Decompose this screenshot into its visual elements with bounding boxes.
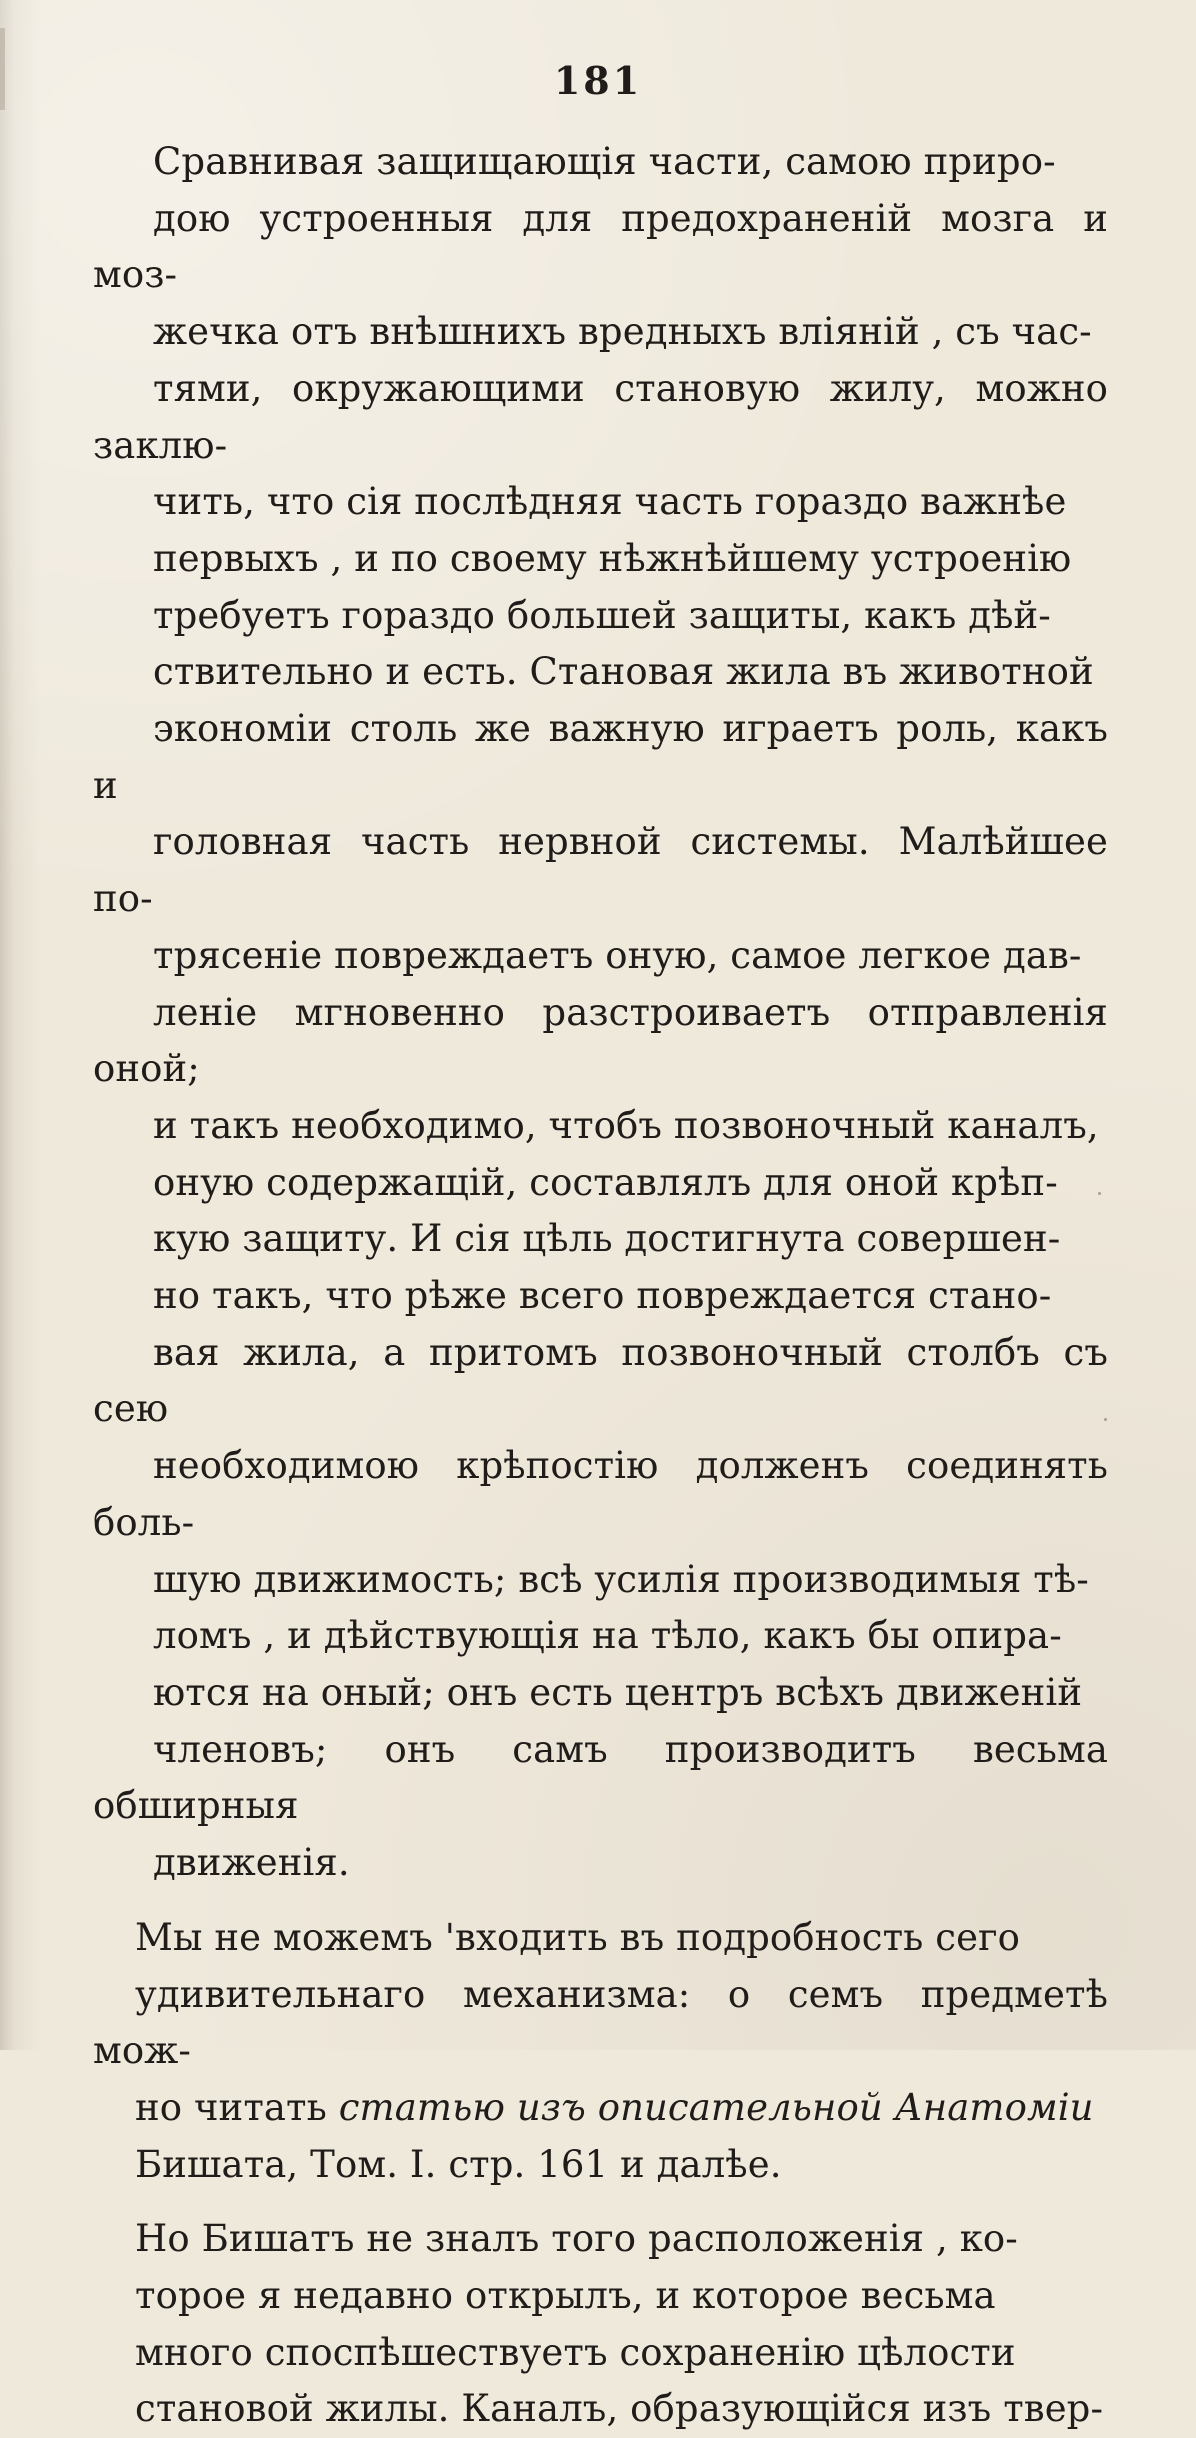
text-line: но такъ, что рѣже всего повреждается стано-: [153, 1274, 1052, 1318]
paragraph-3: [93, 2211, 1108, 2438]
text-line: становой жилы. Каналъ, образующійся изъ твер-: [135, 2387, 1104, 2431]
text-line: головная часть нервной системы. Малѣйшее по-: [93, 820, 1108, 921]
italic-title-reference: статью изъ описательной Анатоміи: [338, 2085, 1094, 2129]
text-line: жечка отъ внѣшнихъ вредныхъ вліяній , съ час-: [153, 310, 1092, 354]
paper-speck: [1092, 1993, 1095, 1996]
text-line: удивительнаго механизма: о семъ предметѣ мож-: [93, 1972, 1108, 2073]
text-line: оную содержащій, составлялъ для оной крѣп-: [153, 1160, 1058, 1204]
text-line: движенія.: [153, 1841, 350, 1885]
text-line: экономіи столь же важную играетъ роль, какъ и: [93, 707, 1108, 807]
text-line: кую защиту. И сія цѣль достигнута совершен-: [153, 1217, 1061, 1261]
text-line: Сравнивая защищающія части, самою приро-: [153, 140, 1056, 183]
text-line: Но Бишатъ не зналъ того расположенія , ко-: [135, 2217, 1018, 2261]
text-line: [93, 2080, 1108, 2137]
page-text: [93, 134, 1108, 2438]
text-line: чить, что сія послѣдняя часть гораздо важнѣе: [153, 480, 1067, 524]
text-line: трясеніе повреждаетъ оную, самое легкое дав-: [153, 933, 1082, 977]
paper-speck: [1104, 1418, 1107, 1421]
text-line: Мы не можемъ 'входить въ подробность сего: [135, 1915, 1020, 1959]
text-line: шую движимость; всѣ усилія производимыя тѣ-: [153, 1557, 1089, 1601]
paper-speck: [1098, 1192, 1101, 1195]
text-line: много споспѣшествуетъ сохраненію цѣлости: [135, 2330, 1016, 2374]
text-line: торое я недавно открылъ, и которое весьма: [135, 2274, 996, 2318]
text-line: леніе мгновенно разстроиваетъ отправленія оной;: [93, 990, 1108, 1091]
text-fragment: но читать: [135, 2085, 339, 2129]
text-line: первыхъ , и по своему нѣжнѣйшему устроенію: [153, 536, 1072, 580]
text-line: дою устроенныя для предохраненій мозга и моз-: [93, 196, 1108, 297]
text-line: требуетъ гораздо большей защиты, какъ дѣй-: [153, 593, 1051, 637]
paragraph-2: [93, 1910, 1108, 2194]
text-line: ломъ , и дѣйствующія на тѣло, какъ бы опира-: [153, 1614, 1062, 1658]
text-line: необходимою крѣпостію долженъ соединять боль-: [93, 1444, 1108, 1544]
text-line: членовъ; онъ самъ производитъ весьма обширныя: [93, 1727, 1108, 1828]
page-number: 181: [553, 58, 643, 103]
text-line: вая жила, а притомъ позвоночный столбъ съ сею: [93, 1330, 1108, 1431]
text-line: Бишата, Том. I. стр. 161 и далѣе.: [135, 2142, 782, 2186]
text-line: и такъ необходимо, чтобъ позвоночный каналъ,: [153, 1103, 1099, 1147]
paragraph-1: [93, 134, 1108, 1892]
text-line: ствительно и есть. Становая жила въ животной: [153, 650, 1094, 694]
text-line: тями, окружающими становую жилу, можно заклю-: [93, 366, 1108, 467]
text-line: ются на оный; онъ есть центръ всѣхъ движеній: [153, 1670, 1083, 1714]
